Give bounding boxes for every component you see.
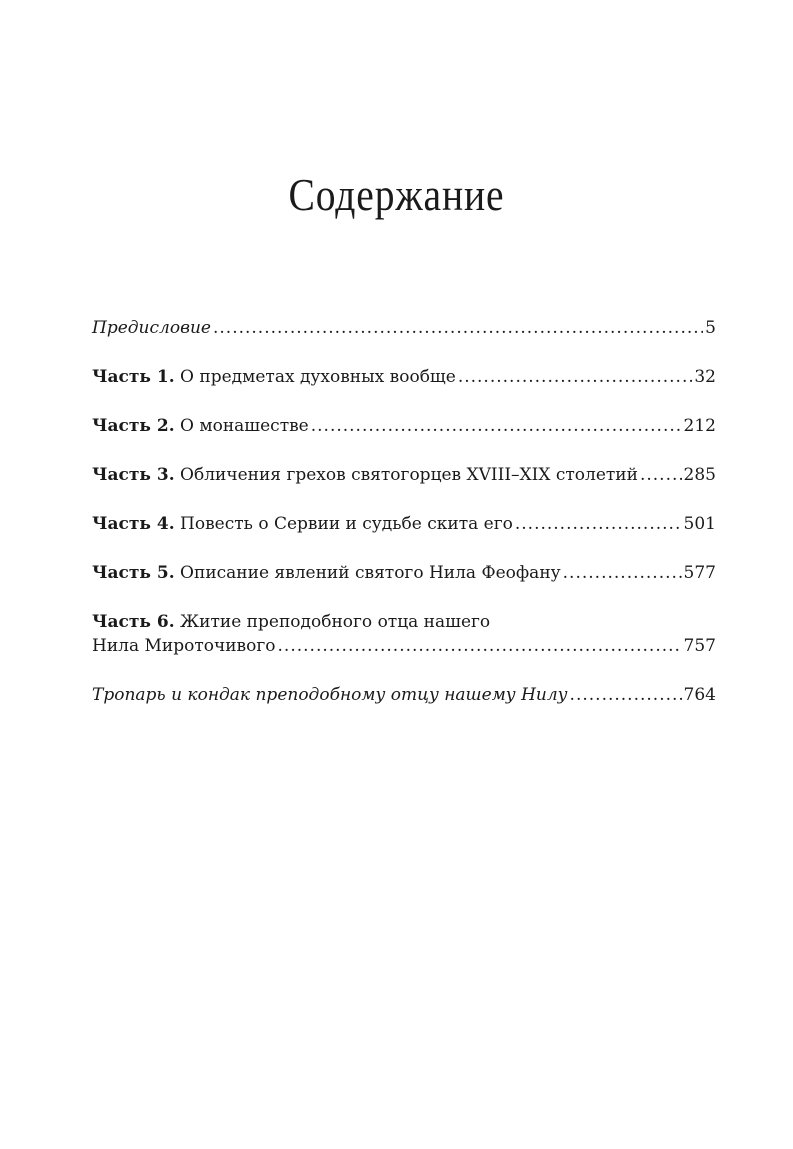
toc-entry-label xyxy=(92,463,638,487)
toc-entry-troparion[interactable] xyxy=(92,683,716,707)
part-title: Обличения грехов святогорцев XVIII–XIX столетий xyxy=(180,465,638,485)
part-prefix: Часть 4. xyxy=(92,514,175,534)
toc-page-number: 5 xyxy=(705,318,716,338)
part-title: О монашестве xyxy=(180,416,309,436)
page-title: Содержание xyxy=(288,169,505,220)
toc-entry-label-line2-row xyxy=(92,634,716,658)
dot-leader xyxy=(515,512,682,536)
toc-page-number: 764 xyxy=(683,685,716,705)
toc-entry-part-2[interactable] xyxy=(92,414,716,438)
part-title-line1: Житие преподобного отца нашего xyxy=(180,612,491,632)
part-prefix: Часть 3. xyxy=(92,465,175,485)
toc-entry-part-4[interactable] xyxy=(92,512,716,536)
dot-leader xyxy=(640,463,682,487)
toc-entry-part-1[interactable] xyxy=(92,365,716,389)
toc-page-number: 757 xyxy=(683,636,716,656)
part-prefix: Часть 5. xyxy=(92,563,175,583)
part-title: Повесть о Сервии и судьбе скита его xyxy=(180,514,513,534)
dot-leader xyxy=(570,683,682,707)
dot-leader xyxy=(278,634,682,658)
toc-entry-part-3[interactable] xyxy=(92,463,716,487)
toc-entry-preface[interactable] xyxy=(92,316,716,340)
toc-entry-label xyxy=(92,365,456,389)
toc-page-number: 285 xyxy=(683,465,716,485)
toc-entry-label: Тропарь и кондак преподобному отцу нашему Нилу xyxy=(92,685,568,705)
part-prefix: Часть 1. xyxy=(92,367,175,387)
part-title-line2: Нила Мироточивого xyxy=(92,636,276,656)
toc-page-number: 501 xyxy=(683,514,716,534)
toc-entry-label-line1 xyxy=(92,610,716,634)
toc-entry-label xyxy=(92,561,561,585)
toc-entry-label xyxy=(92,512,513,536)
dot-leader xyxy=(311,414,682,438)
part-prefix: Часть 6. xyxy=(92,612,175,632)
toc-page-number: 32 xyxy=(694,367,716,387)
part-title: Описание явлений святого Нила Феофану xyxy=(180,563,561,583)
toc-entry-part-5[interactable] xyxy=(92,561,716,585)
dot-leader xyxy=(458,365,693,389)
toc-entry-label: Предисловие xyxy=(92,318,211,338)
toc-page-number: 212 xyxy=(683,416,716,436)
dot-leader xyxy=(563,561,682,585)
toc-entry-part-6[interactable] xyxy=(92,610,716,658)
table-of-contents xyxy=(92,316,716,707)
part-title: О предметах духовных вообще xyxy=(180,367,456,387)
part-prefix: Часть 2. xyxy=(92,416,175,436)
dot-leader xyxy=(213,316,703,340)
toc-entry-label xyxy=(92,414,309,438)
toc-page-number: 577 xyxy=(683,563,716,583)
